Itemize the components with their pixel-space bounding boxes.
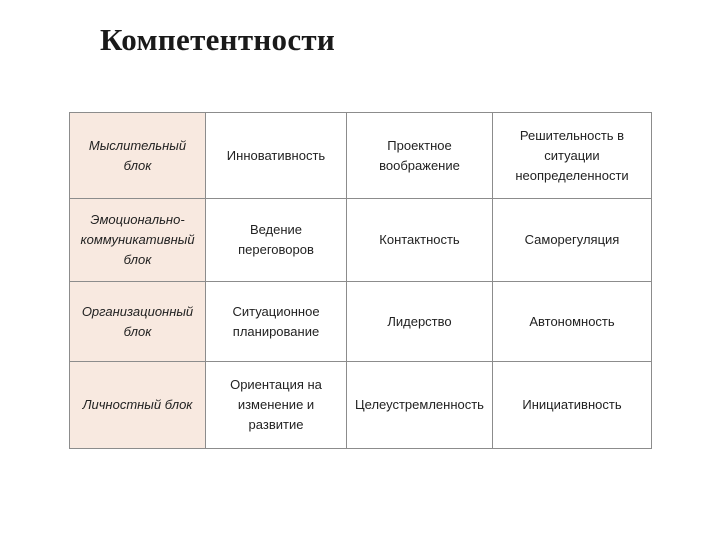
table-cell: Инновативность bbox=[206, 113, 347, 199]
table-cell: Лидерство bbox=[347, 282, 493, 362]
table-cell: Решительность в ситуации неопределенности bbox=[493, 113, 652, 199]
block-label-emotional-communicative: Эмоционально-коммуникативный блок bbox=[70, 199, 206, 282]
table-row bbox=[70, 282, 652, 362]
table-cell: Ориентация на изменение и развитие bbox=[206, 362, 347, 449]
table-row bbox=[70, 113, 652, 199]
page-title: Компетентности bbox=[100, 22, 336, 57]
table-cell: Целеустремленность bbox=[347, 362, 493, 449]
table-row bbox=[70, 199, 652, 282]
competency-table bbox=[69, 112, 652, 449]
table-cell: Автономность bbox=[493, 282, 652, 362]
table-cell: Ведение переговоров bbox=[206, 199, 347, 282]
table-cell: Проектное воображение bbox=[347, 113, 493, 199]
block-label-thinking: Мыслительный блок bbox=[70, 113, 206, 199]
table-cell: Инициативность bbox=[493, 362, 652, 449]
block-label-personal: Личностный блок bbox=[70, 362, 206, 449]
block-label-organizational: Организационный блок bbox=[70, 282, 206, 362]
table-row bbox=[70, 362, 652, 449]
table-cell: Ситуационное планирование bbox=[206, 282, 347, 362]
table-cell: Саморегуляция bbox=[493, 199, 652, 282]
table-cell: Контактность bbox=[347, 199, 493, 282]
